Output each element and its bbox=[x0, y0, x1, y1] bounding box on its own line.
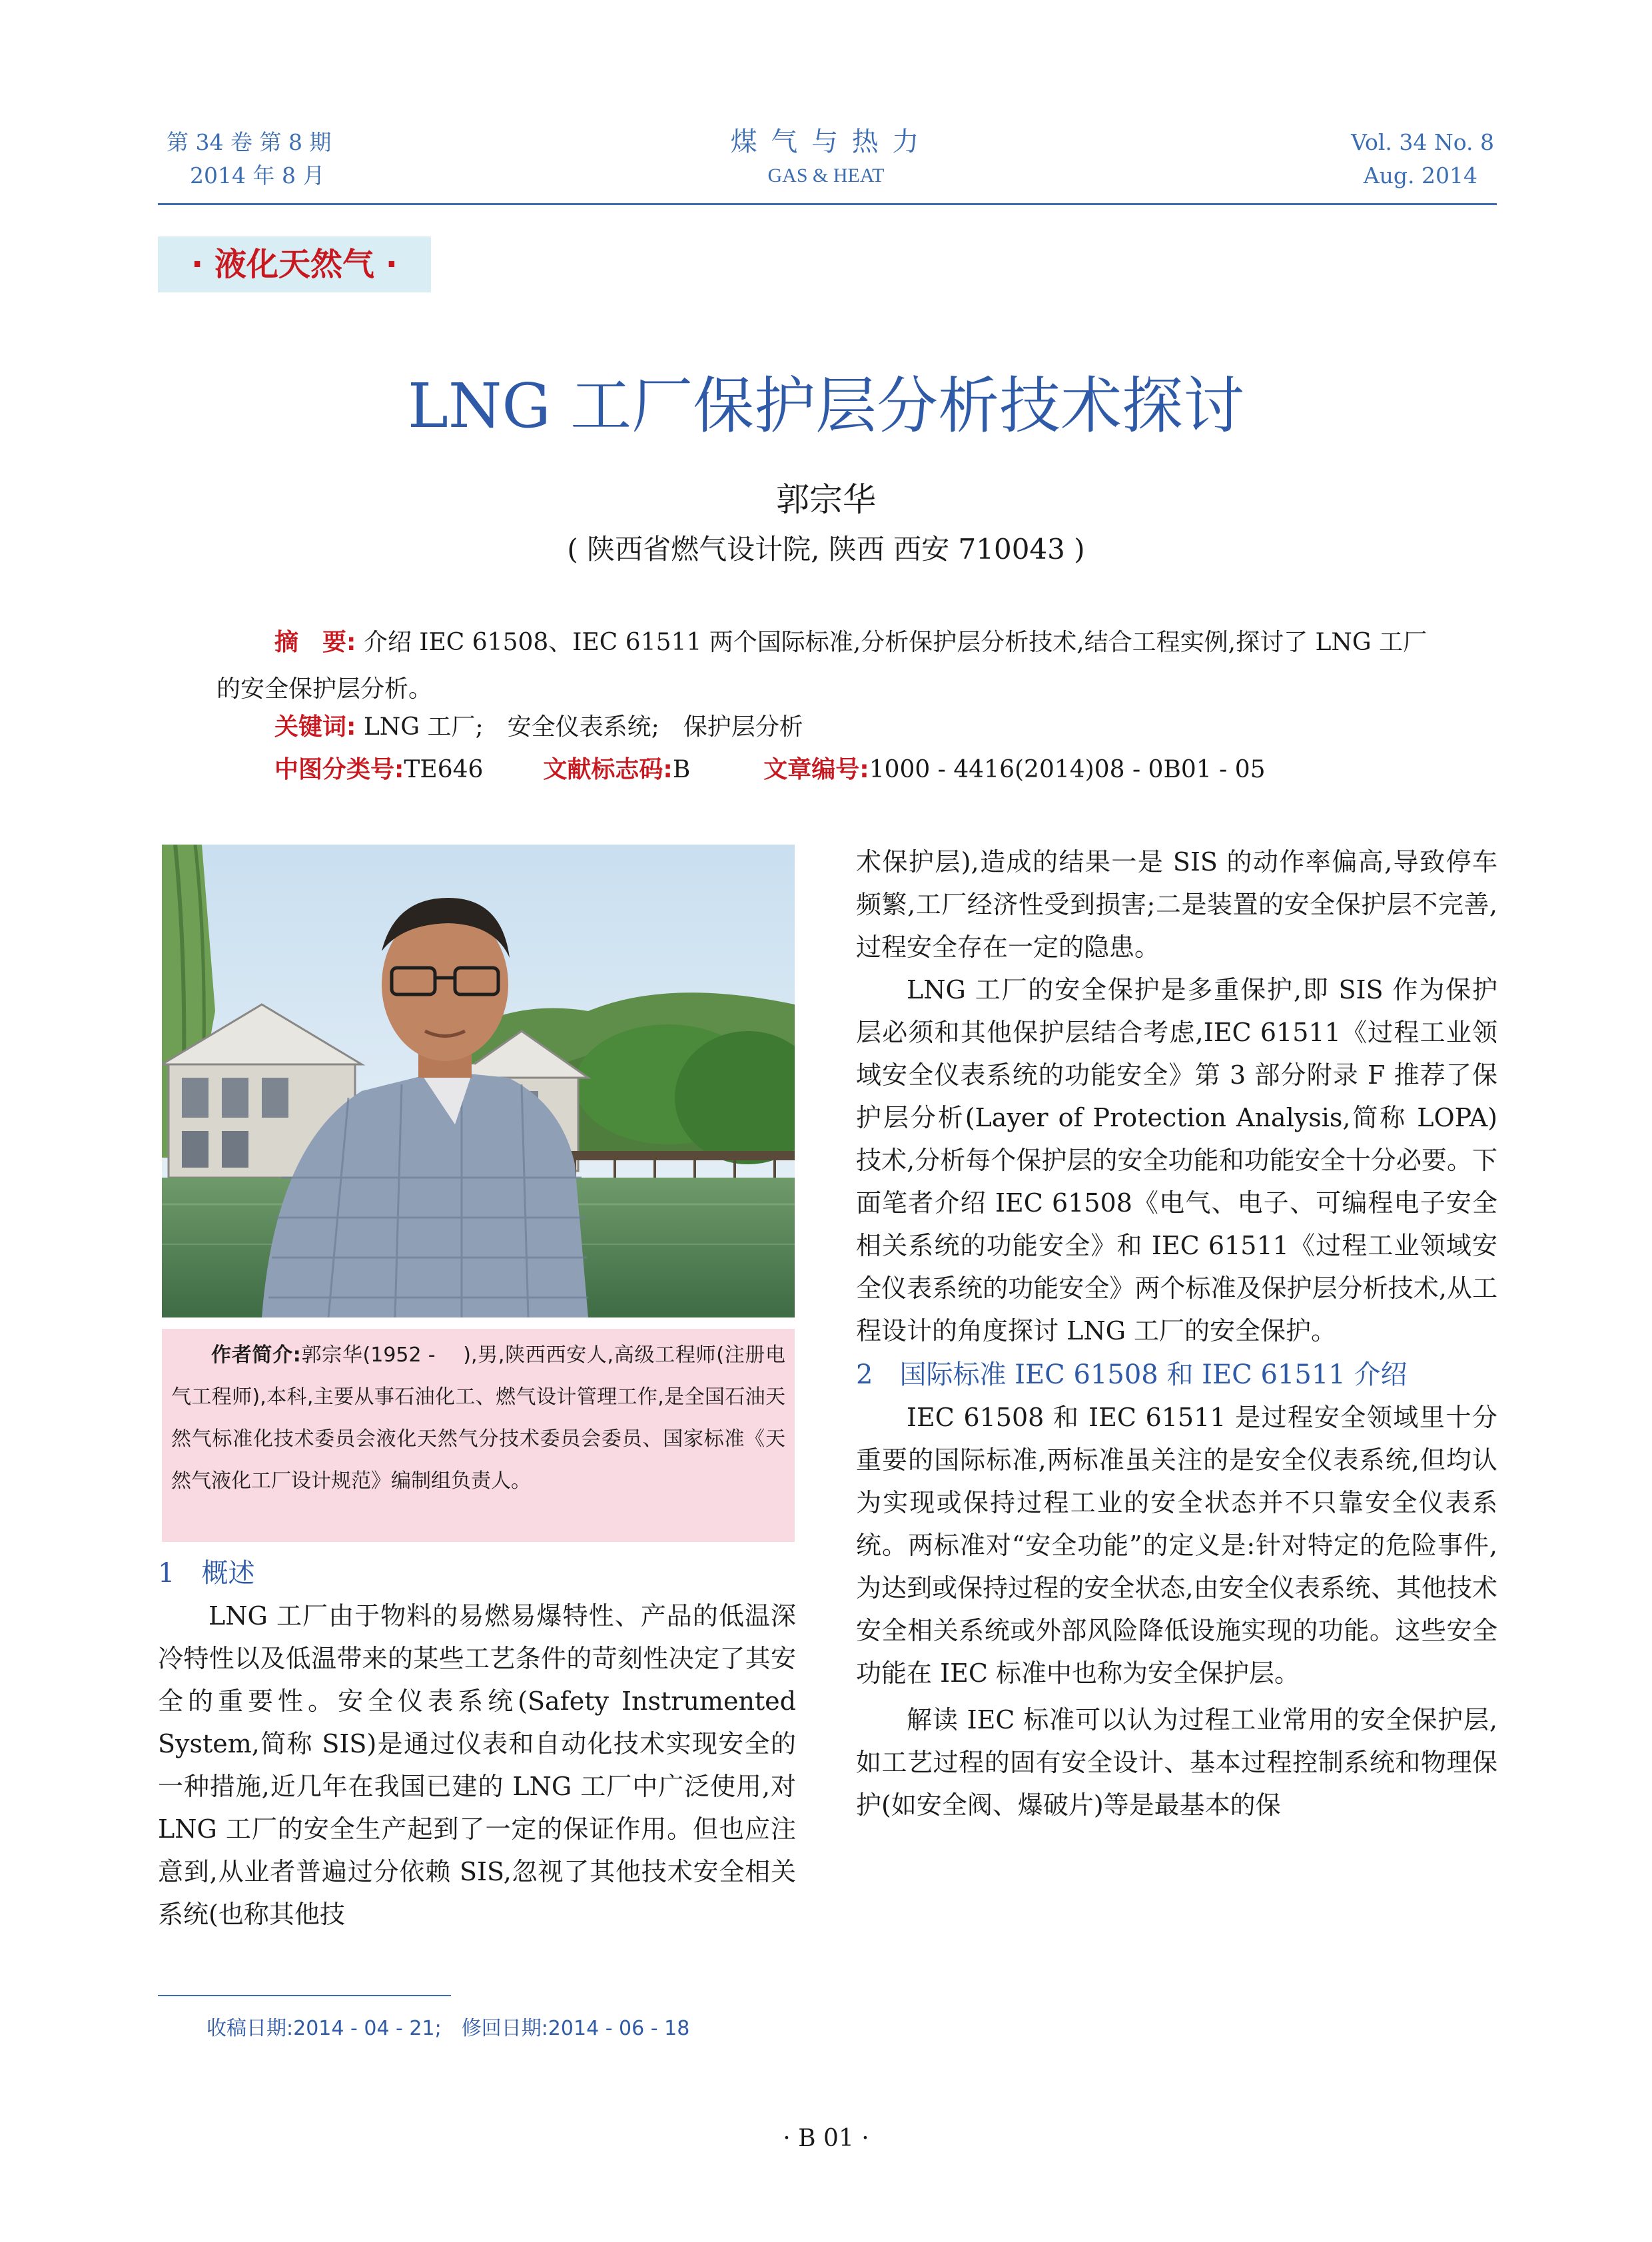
volume-issue-en: Vol. 34 No. 8 bbox=[1351, 129, 1494, 155]
section-1-paragraph: LNG 工厂由于物料的易燃易爆特性、产品的低温深冷特性以及低温带来的某些工艺条件的苛刻性决定了其安全的重要性。安全仪表系统(Safety Instrumented System,简称 SIS)是通过仪表和自动化技术实现安全的一种措施,近几年在我国已建的 LNG 工厂中广泛使用,对 LNG 工厂的安全生产起到了一定的保证作用。但也应注意到,从业者普遍过分依赖 SIS,忽视了其他技术安全相关系统(也称其他技 bbox=[158, 1601, 796, 1929]
clc-value: TE646 bbox=[404, 756, 484, 783]
header-rule bbox=[158, 203, 1497, 205]
doc-code-value: B bbox=[672, 756, 691, 783]
article-number-label: 文章编号: bbox=[763, 756, 869, 783]
right-paragraph-1: 术保护层),造成的结果一是 SIS 的动作率偏高,导致停车频繁,工厂经济性受到损害;二是装置的安全保护层不完善,过程安全存在一定的隐患。 bbox=[856, 847, 1497, 962]
abstract bbox=[216, 619, 1446, 713]
received-dates: 收稿日期:2014 - 04 - 21; 修回日期:2014 - 06 - 18 bbox=[206, 2017, 690, 2040]
right-paragraph-3: IEC 61508 和 IEC 61511 是过程安全领域里十分重要的国际标准,两标准虽关注的是安全仪表系统,但均认为实现或保持过程工业的安全状态并不只靠安全仪表系统。两标准对“安全功能”的定义是:针对特定的危险事件,为达到或保持过程的安全状态,由安全仪表系统、其他技术安全相关系统或外部风险降低设施实现的功能。这些安全功能在 IEC 标准中也称为安全保护层。 bbox=[856, 1403, 1497, 1688]
journal-name: 煤 气 与 热 力 bbox=[730, 127, 922, 157]
section-tag: · 液化天然气 · bbox=[158, 236, 431, 292]
author-bio bbox=[162, 1329, 795, 1542]
classification-line bbox=[274, 750, 1266, 790]
journal-name-en: GAS & HEAT bbox=[767, 165, 885, 187]
footnote-rule bbox=[158, 1995, 451, 1996]
author-bio-text: 郭宗华(1952 - ),男,陕西西安人,高级工程师(注册电气工程师),本科,主要从事石油化工、燃气设计管理工作,是全国石油天然气标准化技术委员会液化天然气分技术委员会委员、国家标准《天然气液化工厂设计规范》编制组负责人。 bbox=[171, 1343, 785, 1493]
keywords-text: LNG 工厂; 安全仪表系统; 保护层分析 bbox=[356, 713, 803, 741]
right-column bbox=[856, 841, 1497, 1826]
keywords bbox=[274, 707, 803, 747]
issue-date: 2014 年 8 月 bbox=[190, 163, 325, 188]
author-bio-label: 作者简介: bbox=[211, 1343, 301, 1367]
right-paragraph-2: LNG 工厂的安全保护是多重保护,即 SIS 作为保护层必须和其他保护层结合考虑,IEC 61511《过程工业领域安全仪表系统的功能安全》第 3 部分附录 F 推荐了保护层分析(Layer of Protection Analysis,简称 LOPA)技术,分析每个保护层的安全功能和功能安全十分必要。下面笔者介绍 IEC 61508《电气、电子、可编程电子安全相关系统的功能安全》和 IEC 61511《过程工业领域安全仪表系统的功能安全》两个标准及保护层分析技术,从工程设计的角度探讨 LNG 工厂的安全保护。 bbox=[856, 975, 1497, 1345]
page-number: · B 01 · bbox=[783, 2125, 869, 2152]
author-photo bbox=[162, 845, 795, 1317]
article-title: LNG 工厂保护层分析技术探讨 bbox=[407, 370, 1245, 442]
doc-code-label: 文献标志码: bbox=[543, 756, 673, 783]
section-1-heading: 1 概述 bbox=[158, 1558, 255, 1589]
clc-label: 中图分类号: bbox=[274, 756, 404, 783]
issue-date-en: Aug. 2014 bbox=[1363, 163, 1477, 188]
author-affiliation: ( 陕西省燃气设计院, 陕西 西安 710043 ) bbox=[567, 533, 1085, 565]
keywords-label: 关键词: bbox=[274, 713, 356, 741]
abstract-text: 介绍 IEC 61508、IEC 61511 两个国际标准,分析保护层分析技术,结合工程实例,探讨了 LNG 工厂的安全保护层分析。 bbox=[216, 629, 1428, 703]
author-name: 郭宗华 bbox=[776, 480, 876, 519]
volume-issue: 第 34 卷 第 8 期 bbox=[167, 129, 332, 155]
left-column bbox=[158, 1552, 796, 1936]
right-paragraph-4: 解读 IEC 标准可以认为过程工业常用的安全保护层,如工艺过程的固有安全设计、基本过程控制系统和物理保护(如安全阀、爆破片)等是最基本的保 bbox=[856, 1705, 1497, 1820]
abstract-label: 摘 要: bbox=[274, 629, 356, 656]
section-2-heading: 2 国际标准 IEC 61508 和 IEC 61511 介绍 bbox=[856, 1359, 1408, 1390]
article-number-value: 1000 - 4416(2014)08 - 0B01 - 05 bbox=[869, 756, 1266, 783]
